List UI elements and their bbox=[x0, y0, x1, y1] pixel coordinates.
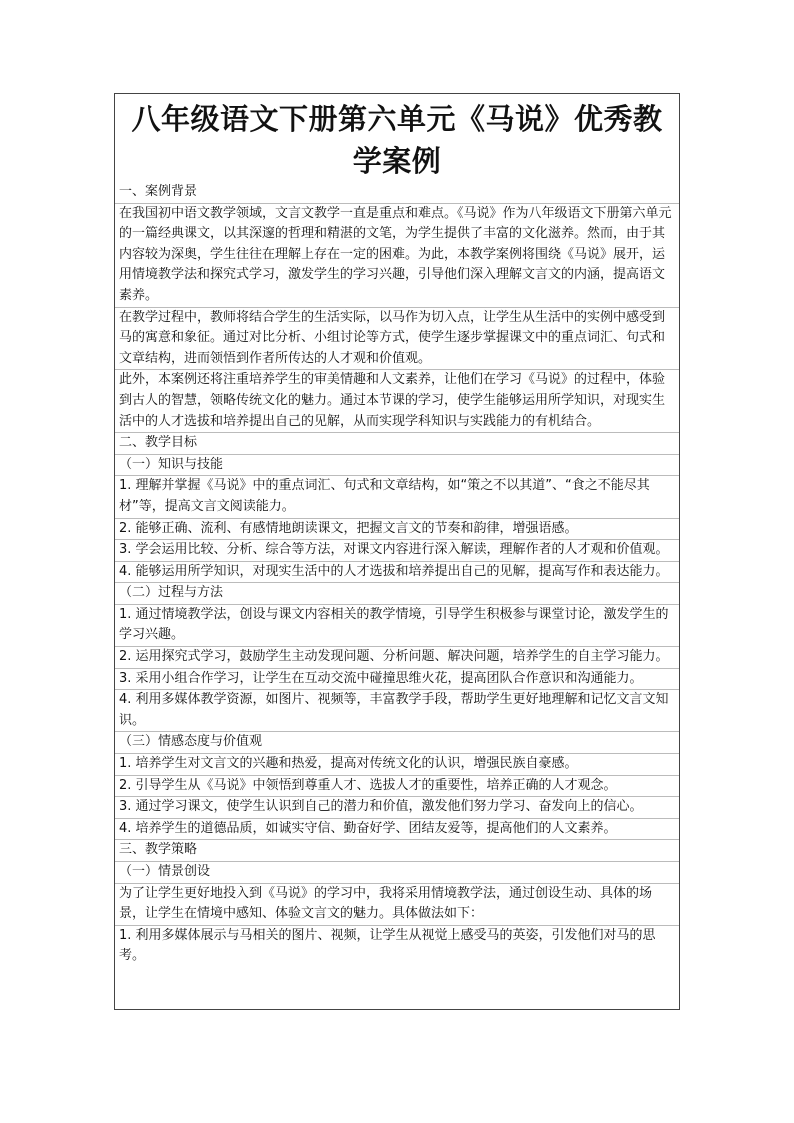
document-paragraph: （三）情感态度与价值观 bbox=[119, 734, 263, 750]
document-paragraph: 1. 理解并掌握《马说》中的重点词汇、句式和文章结构，如“策之不以其道”、“食之不能尽其材”等，提高文言文阅读能力。 bbox=[119, 478, 650, 514]
document-paragraph: 4. 能够运用所学知识，对现实生活中的人才选拔和培养提出自己的见解，提高写作和表达能力。 bbox=[119, 563, 669, 579]
document-paragraph: 2. 能够正确、流利、有感情地朗读课文，把握文言文的节奏和韵律，增强语感。 bbox=[119, 520, 578, 536]
document-paragraph: 一、案例背景 bbox=[119, 184, 198, 199]
document-paragraph: 2. 运用探究式学习，鼓励学生主动发现问题、分析问题、解决问题，培养学生的自主学习能力。 bbox=[119, 649, 669, 665]
document-body bbox=[115, 182, 679, 967]
document-paragraph: 此外，本案例还将注重培养学生的审美情趣和人文素养，让他们在学习《马说》的过程中，体验到古人的智慧，领略传统文化的魅力。通过本节课的学习，使学生能够运用所学知识，对现实生活中的人才选拔和培养提出自己的见解，从而实现学科知识与实践能力的有机结合。 bbox=[119, 372, 666, 429]
document-paragraph: 4. 利用多媒体教学资源，如图片、视频等，丰富教学手段，帮助学生更好地理解和记忆文言文知识。 bbox=[119, 692, 669, 728]
document-paragraph: 3. 学会运用比较、分析、综合等方法，对课文内容进行深入解读，理解作者的人才观和价值观。 bbox=[119, 542, 669, 558]
document-title: 八年级语文下册第六单元《马说》优秀教学案例 bbox=[131, 102, 663, 178]
document-paragraph: （一）知识与技能 bbox=[119, 456, 224, 472]
document-paragraph: 4. 培养学生的道德品质，如诚实守信、勤奋好学、团结友爱等，提高他们的人文素养。 bbox=[119, 820, 617, 836]
document-paragraph: 在我国初中语文教学领域，文言文教学一直是重点和难点。《马说》作为八年级语文下册第六单元的一篇经典课文，以其深邃的哲理和精湛的文笔，为学生提供了丰富的文化滋养。然而，由于其内容较为深奥，学生往往在理解上存在一定的困难。为此，本教学案例将围绕《马说》展开，运用情境教学法和探究式学习，激发学生的学习兴趣，引导他们深入理解文言文的内涵，提高语文素养。 bbox=[119, 205, 672, 303]
document-paragraph: 3. 采用小组合作学习，让学生在互动交流中碰撞思维火花，提高团队合作意识和沟通能力。 bbox=[119, 670, 643, 686]
document-frame bbox=[114, 93, 680, 1010]
document-paragraph: 为了让学生更好地投入到《马说》的学习中，我将采用情境教学法，通过创设生动、具体的场景，让学生在情境中感知、体验文言文的魅力。具体做法如下： bbox=[119, 885, 653, 922]
document-paragraph: 二、教学目标 bbox=[119, 435, 198, 451]
document-paragraph: 3. 通过学习课文，使学生认识到自己的潜力和价值，激发他们努力学习、奋发向上的信心。 bbox=[119, 799, 643, 815]
document-paragraph: 1. 通过情境教学法，创设与课文内容相关的教学情境，引导学生积极参与课堂讨论，激发学生的学习兴趣。 bbox=[119, 606, 669, 643]
document-paragraph: 在教学过程中，教师将结合学生的生活实际，以马作为切入点，让学生从生活中的实例中感受到马的寓意和象征。通过对比分析、小组讨论等方式，使学生逐步掌握课文中的重点词汇、句式和文章结构，进而领悟到作者所传达的人才观和价值观。 bbox=[119, 309, 666, 366]
document-paragraph: （二）过程与方法 bbox=[119, 585, 224, 601]
document-paragraph: 三、教学策略 bbox=[119, 842, 198, 858]
document-paragraph: 2. 引导学生从《马说》中领悟到尊重人才、选拔人才的重要性，培养正确的人才观念。 bbox=[119, 777, 617, 793]
document-paragraph: 1. 利用多媒体展示与马相关的图片、视频，让学生从视觉上感受马的英姿，引发他们对马的思考。 bbox=[119, 927, 656, 964]
document-paragraph: （一）情景创设 bbox=[119, 864, 211, 879]
document-paragraph: 1. 培养学生对文言文的兴趣和热爱，提高对传统文化的认识，增强民族自豪感。 bbox=[119, 756, 578, 772]
